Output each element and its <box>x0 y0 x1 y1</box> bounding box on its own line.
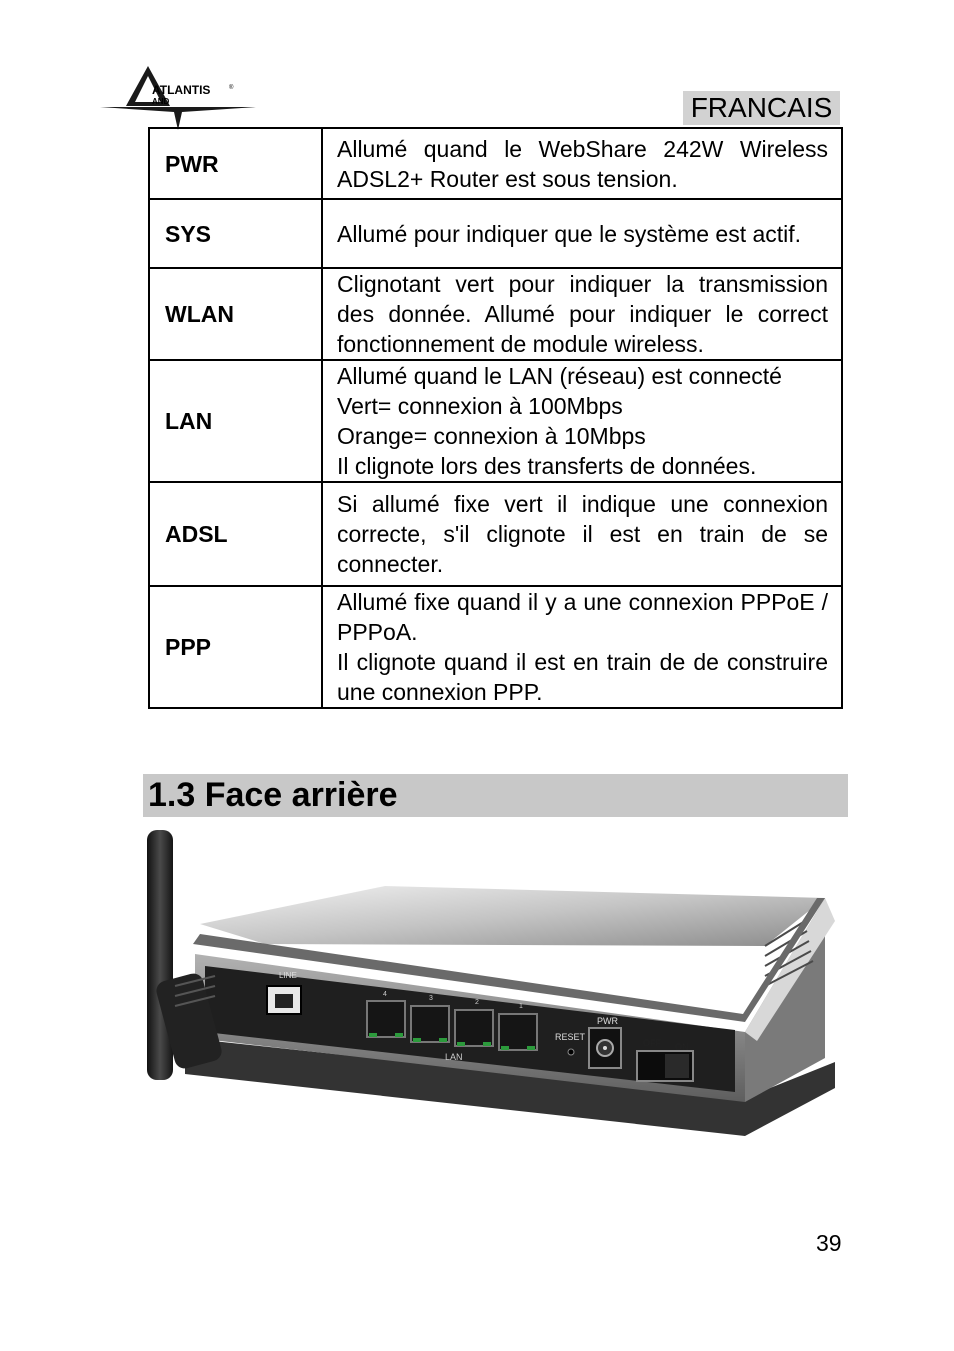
led-description <box>322 482 842 586</box>
led-row-sys <box>149 199 842 268</box>
label-line: LINE <box>279 971 297 980</box>
led-table <box>148 127 843 709</box>
led-description-line: Il clignote lors des transferts de données. <box>337 453 757 479</box>
led-row-lan <box>149 360 842 482</box>
led-description-line: Allumé pour indiquer que le système est actif. <box>337 220 802 247</box>
led-description-line: Allumé quand le LAN (réseau) est connecté <box>337 363 782 389</box>
led-name: PPP <box>149 586 322 708</box>
led-name: PWR <box>149 128 322 199</box>
led-row-ppp <box>149 586 842 708</box>
label-port-2: 2 <box>475 999 479 1006</box>
led-description <box>322 360 842 482</box>
led-description <box>322 128 842 199</box>
led-row-pwr <box>149 128 842 199</box>
logo-sub: AND <box>152 97 170 106</box>
label-port-4: 4 <box>383 991 387 998</box>
router-rear-photo <box>145 826 845 1138</box>
logo-text: ATLANTIS <box>152 83 211 97</box>
label-pwr: PWR <box>597 1016 618 1026</box>
label-lan: LAN <box>445 1052 463 1062</box>
led-description-line: Il clignote quand il est en train de de construire une connexion PPP. <box>337 649 828 705</box>
page-number: 39 <box>816 1230 842 1256</box>
label-reset: RESET <box>555 1032 586 1042</box>
led-description-line: Allumé quand le WebShare 242W Wireless ADSL2+ Router est sous tension. <box>337 135 828 192</box>
label-port-3: 3 <box>429 995 433 1002</box>
led-description-line: Si allumé fixe vert il indique une connexion correcte, s'il clignote il est en train de se connecter. <box>337 491 828 577</box>
led-description <box>322 268 842 360</box>
led-description <box>322 586 842 708</box>
led-name: ADSL <box>149 482 322 586</box>
led-description-line: Orange= connexion à 10Mbps <box>337 423 646 449</box>
led-row-adsl <box>149 482 842 586</box>
label-on: ON <box>675 1042 689 1052</box>
atlantis-logo <box>98 62 258 134</box>
led-description <box>322 199 842 268</box>
svg-text:®: ® <box>229 85 234 91</box>
led-description-line: Allumé fixe quand il y a une connexion PPPoE / PPPoA. <box>337 589 828 645</box>
section-title: 1.3 Face arrière <box>148 776 398 814</box>
led-description-line: Vert= connexion à 100Mbps <box>337 393 623 419</box>
led-name: SYS <box>149 199 322 268</box>
language-badge: FRANCAIS <box>683 91 840 125</box>
led-name: LAN <box>149 360 322 482</box>
label-port-1: 1 <box>519 1003 523 1010</box>
led-name: WLAN <box>149 268 322 360</box>
label-off: OFF <box>643 1038 661 1048</box>
led-description-line: Clignotant vert pour indiquer la transmission des donnée. Allumé pour indiquer le correct fonctionnement de module wireless. <box>337 271 828 357</box>
led-row-wlan <box>149 268 842 360</box>
section-header <box>143 774 848 817</box>
